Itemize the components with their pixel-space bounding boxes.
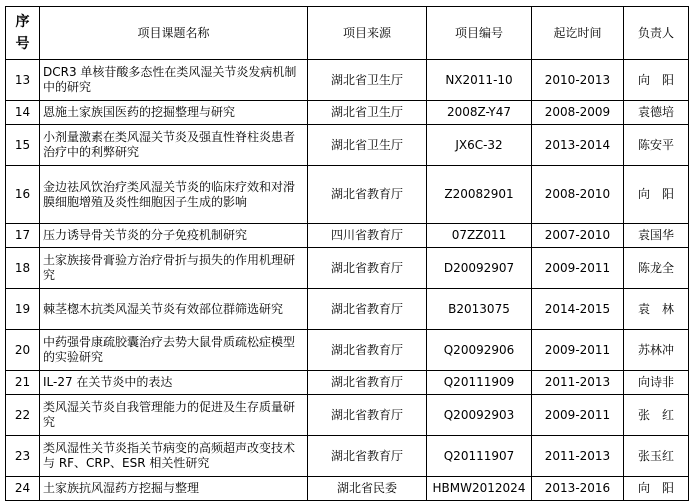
cell-title: 恩施土家族国医药的挖掘整理与研究 [40,101,308,125]
table-row [6,166,689,224]
cell-person: 袁国华 [624,224,689,248]
cell-date: 2009-2011 [532,330,624,371]
cell-code: 07ZZ011 [427,224,532,248]
cell-date: 2009-2011 [532,248,624,289]
cell-date: 2011-2013 [532,371,624,395]
cell-title: 棘茎楤木抗类风湿关节炎有效部位群筛选研究 [40,289,308,330]
column-header-sequence: 序号 [6,7,40,60]
table-row [6,224,689,248]
cell-sequence: 20 [6,330,40,371]
cell-title: 类风湿性关节炎指关节病变的高频超声改变技术与 RF、CRP、ESR 相关性研究 [40,436,308,477]
cell-date: 2009-2011 [532,395,624,436]
cell-person: 陈龙全 [624,248,689,289]
table-body [6,60,689,501]
cell-title: 金边祛风饮治疗类风湿关节炎的临床疗效和对滑膜细胞增殖及炎性细胞因子生成的影响 [40,166,308,224]
cell-date: 2014-2015 [532,289,624,330]
cell-sequence: 23 [6,436,40,477]
cell-source: 四川省教育厅 [308,224,427,248]
cell-date: 2008-2010 [532,166,624,224]
cell-source: 湖北省教育厅 [308,395,427,436]
table-row [6,125,689,166]
projects-table [5,6,689,501]
cell-source: 湖北省教育厅 [308,330,427,371]
column-header-date: 起讫时间 [532,7,624,60]
cell-code: Q20111909 [427,371,532,395]
cell-sequence: 17 [6,224,40,248]
cell-person: 袁 林 [624,289,689,330]
cell-sequence: 18 [6,248,40,289]
cell-date: 2013-2014 [532,125,624,166]
cell-source: 湖北省教育厅 [308,371,427,395]
cell-sequence: 16 [6,166,40,224]
cell-title: DCR3 单核苷酸多态性在类风湿关节炎发病机制中的研究 [40,60,308,101]
cell-date: 2010-2013 [532,60,624,101]
cell-person: 张 红 [624,395,689,436]
table-row [6,477,689,501]
cell-date: 2011-2013 [532,436,624,477]
cell-code: D20092907 [427,248,532,289]
table-row [6,289,689,330]
cell-title: 压力诱导骨关节炎的分子免疫机制研究 [40,224,308,248]
cell-code: Z20082901 [427,166,532,224]
cell-title: 中药强骨康疏胶囊治疗去势大鼠骨质疏松症模型的实验研究 [40,330,308,371]
cell-code: NX2011-10 [427,60,532,101]
table-row [6,371,689,395]
cell-person: 向 阳 [624,477,689,501]
cell-title: 类风湿关节炎自我管理能力的促进及生存质量研究 [40,395,308,436]
cell-source: 湖北省教育厅 [308,248,427,289]
cell-sequence: 14 [6,101,40,125]
cell-person: 向 阳 [624,166,689,224]
cell-source: 湖北省卫生厅 [308,60,427,101]
cell-sequence: 24 [6,477,40,501]
cell-date: 2013-2016 [532,477,624,501]
cell-code: Q20111907 [427,436,532,477]
cell-sequence: 21 [6,371,40,395]
cell-source: 湖北省教育厅 [308,436,427,477]
cell-source: 湖北省卫生厅 [308,125,427,166]
cell-date: 2008-2009 [532,101,624,125]
cell-code: Q20092906 [427,330,532,371]
table-row [6,60,689,101]
table-row [6,330,689,371]
cell-person: 苏林冲 [624,330,689,371]
table-header [6,7,689,60]
column-header-source: 项目来源 [308,7,427,60]
column-header-title: 项目课题名称 [40,7,308,60]
cell-code: JX6C-32 [427,125,532,166]
cell-person: 向诗非 [624,371,689,395]
cell-sequence: 22 [6,395,40,436]
cell-source: 湖北省民委 [308,477,427,501]
cell-sequence: 15 [6,125,40,166]
table-row [6,248,689,289]
cell-person: 陈安平 [624,125,689,166]
cell-source: 湖北省卫生厅 [308,101,427,125]
column-header-code: 项目编号 [427,7,532,60]
cell-title: 小剂量激素在类风湿关节炎及强直性脊柱炎患者治疗中的利弊研究 [40,125,308,166]
cell-date: 2007-2010 [532,224,624,248]
cell-person: 袁德培 [624,101,689,125]
cell-title: IL-27 在关节炎中的表达 [40,371,308,395]
cell-code: 2008Z-Y47 [427,101,532,125]
cell-code: Q20092903 [427,395,532,436]
column-header-person: 负责人 [624,7,689,60]
cell-title: 土家族抗风湿药方挖掘与整理 [40,477,308,501]
cell-person: 张玉红 [624,436,689,477]
cell-source: 湖北省教育厅 [308,166,427,224]
cell-code: HBMW2012024 [427,477,532,501]
table-row [6,436,689,477]
table-row [6,395,689,436]
cell-code: B2013075 [427,289,532,330]
cell-source: 湖北省教育厅 [308,289,427,330]
table-row [6,101,689,125]
cell-sequence: 13 [6,60,40,101]
header-row [6,7,689,60]
cell-title: 土家族接骨膏验方治疗骨折与损失的作用机理研究 [40,248,308,289]
cell-sequence: 19 [6,289,40,330]
cell-person: 向 阳 [624,60,689,101]
